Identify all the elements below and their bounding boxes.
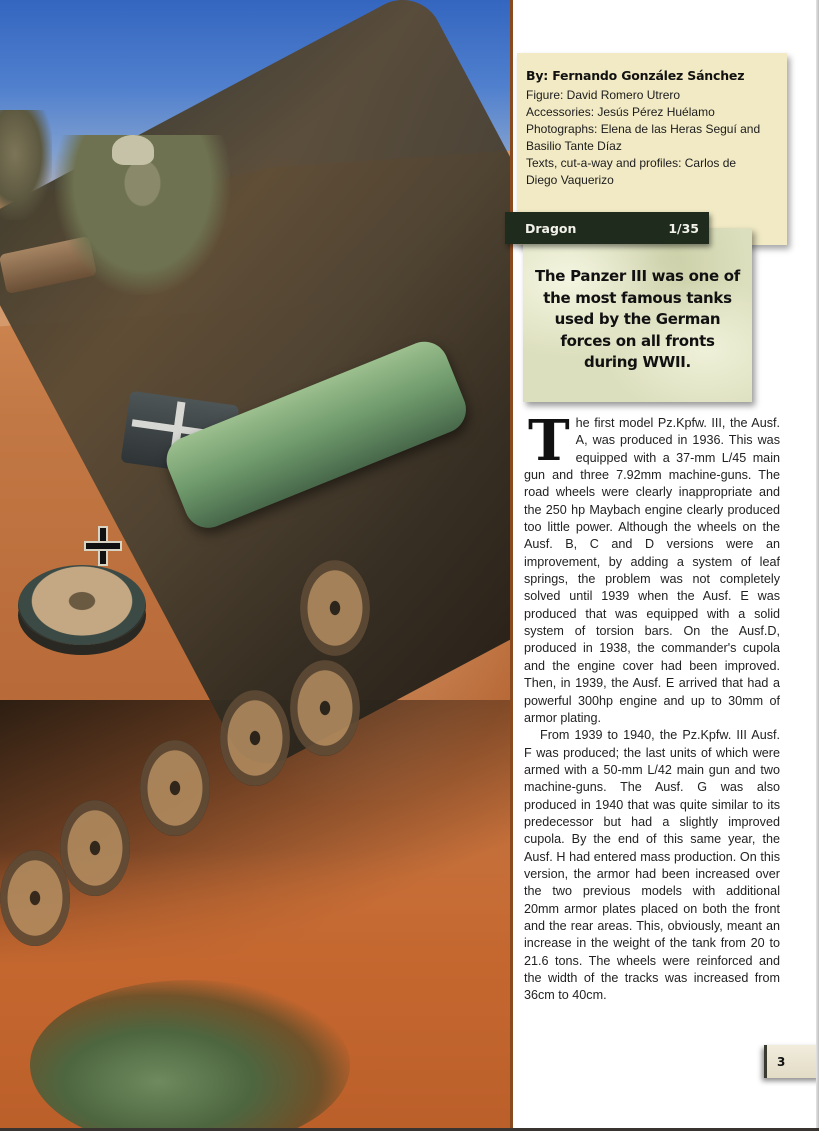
- credit-line: Accessories: Jesús Pérez Huélamo: [526, 105, 715, 119]
- pull-quote: The Panzer III was one of the most famous tanks used by the German forces on all fronts during WWII.: [534, 267, 741, 371]
- credit-line: Figure: David Romero Utrero: [526, 88, 681, 102]
- author-byline: By: Fernando González Sánchez: [526, 68, 745, 83]
- road-wheel: [60, 800, 130, 896]
- article-body: [524, 408, 780, 1005]
- credits-list: [526, 87, 781, 189]
- balkenkreuz-icon: [86, 528, 120, 564]
- paragraph: [524, 408, 780, 727]
- soldier-figure: [0, 110, 52, 220]
- credit-line: Basilio Tante Díaz: [526, 139, 622, 153]
- kit-scale: 1/35: [668, 221, 699, 236]
- road-wheel: [300, 560, 370, 656]
- soldier-cap: [112, 135, 154, 165]
- paragraph: From 1939 to 1940, the Pz.Kpfw. III Ausf. F was produced; the last units of which were armed with a 50-mm L/42 main gun and two machine-guns. The Ausf. G was also produced in 1940 that was quite similar to its predecessor but had a slightly improved cupola. By the end of this same year, the Ausf. H had entered mass production. On this version, the armor had been increased over the two previous models with additional 20mm armor plates placed on both the front and the rear areas. This, obviously, meant an increase in the weight of the tank from 20 to 21.6 tons. The wheels were reinforced and the width of the tracks was increased from 36cm to 40cm.: [524, 728, 780, 1003]
- spare-wheel: [18, 565, 146, 645]
- road-wheel: [0, 850, 70, 946]
- pull-quote-box: [523, 228, 752, 402]
- road-wheel: [220, 690, 290, 786]
- credit-line: Texts, cut-a-way and profiles: Carlos de: [526, 156, 737, 170]
- page-number-tab: [764, 1045, 819, 1078]
- drop-cap: T: [528, 408, 570, 474]
- road-wheel: [140, 740, 210, 836]
- page-number: 3: [777, 1055, 786, 1069]
- paragraph-text: he first model Pz.Kpfw. III, the Ausf. A, was produced in 1936. This was equipped with a 37-mm L/45 main gun and three 7.92mm machine-guns. The road wheels were clearly inappropriate and the 250 hp Maybach engine clearly produced too little power. Although the wheels on the Ausf. B, C and D versions were an improvement, by adding a system of leaf springs, the problem was not completely solved until 1939 when the Ausf. E was produced that was equipped with a solid system of torsion bars. On the Ausf.D, produced in 1938, the commander's cupola and the engine cover had been improved. Then, in 1939, the Ausf. E arrived that had a powerful 300hp engine and up to 30mm of armor plating.: [524, 416, 780, 725]
- credit-line: Photographs: Elena de las Heras Seguí and: [526, 122, 761, 136]
- road-wheel: [290, 660, 360, 756]
- kit-info-bar: [505, 212, 709, 244]
- kit-brand: Dragon: [525, 221, 577, 236]
- credit-line: Diego Vaquerizo: [526, 173, 614, 187]
- photo-border: [510, 0, 513, 1131]
